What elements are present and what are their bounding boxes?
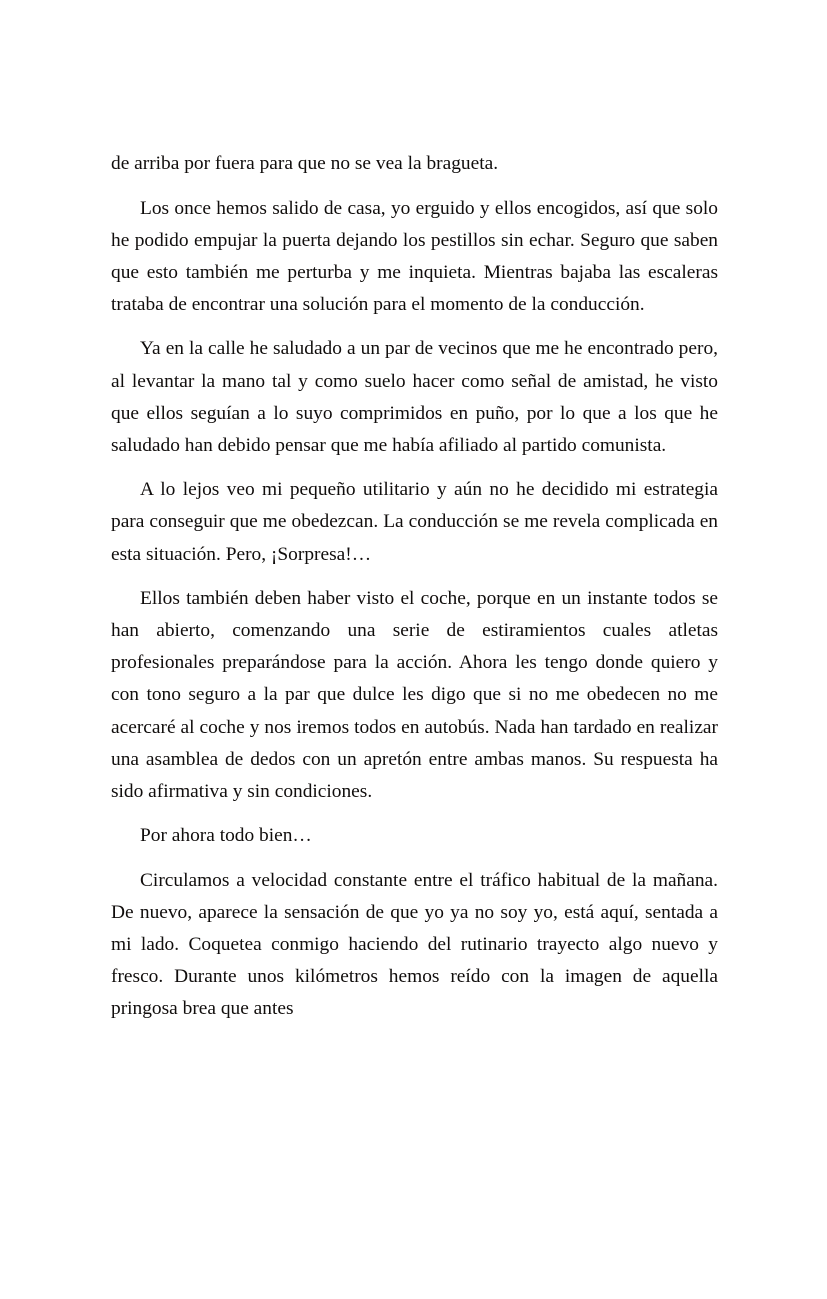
paragraph: Ya en la calle he saludado a un par de vecinos que me he encontrado pero, al levantar la mano tal y como suelo hacer como señal de amistad, he visto que ellos seguían a lo suyo comprimidos en puño, por lo que a los que he saludado han debido pensar que me había afiliado al partido comunista. — [111, 338, 718, 456]
paragraph: Circulamos a velocidad constante entre el tráfico habitual de la mañana. De nuevo, aparece la sensación de que yo ya no soy yo, está aquí, sentada a mi lado. Coquetea conmigo haciendo del rutinario trayecto algo nuevo y fresco. Durante unos kilómetros hemos reído con la imagen de aquella pringosa brea que antes — [111, 869, 718, 1020]
page-text-block — [111, 148, 718, 1025]
paragraph: Por ahora todo bien… — [140, 825, 312, 847]
paragraph: Ellos también deben haber visto el coche, porque en un instante todos se han abierto, comenzando una serie de estiramientos cuales atletas profesionales preparándose para la acción. Ahora les tengo donde quiero y con tono seguro a la par que dulce les digo que si no me obedecen no me acercaré al coche y nos iremos todos en autobús. Nada han tardado en realizar una asamblea de dedos con un apretón entre ambas manos. Su respuesta ha sido afirmativa y sin condiciones. — [111, 588, 718, 802]
paragraph: Los once hemos salido de casa, yo erguido y ellos encogidos, así que solo he podido empujar la puerta dejando los pestillos sin echar. Seguro que saben que esto también me perturba y me inquieta. Mientras bajaba las escaleras trataba de encontrar una solución para el momento de la conducción. — [111, 197, 718, 315]
paragraph-continuation: de arriba por fuera para que no se vea la bragueta. — [111, 153, 499, 174]
paragraph: A lo lejos veo mi pequeño utilitario y aún no he decidido mi estrategia para conseguir que me obedezcan. La conducción se me revela complicada en esta situación. Pero, ¡Sorpresa!… — [111, 479, 718, 565]
